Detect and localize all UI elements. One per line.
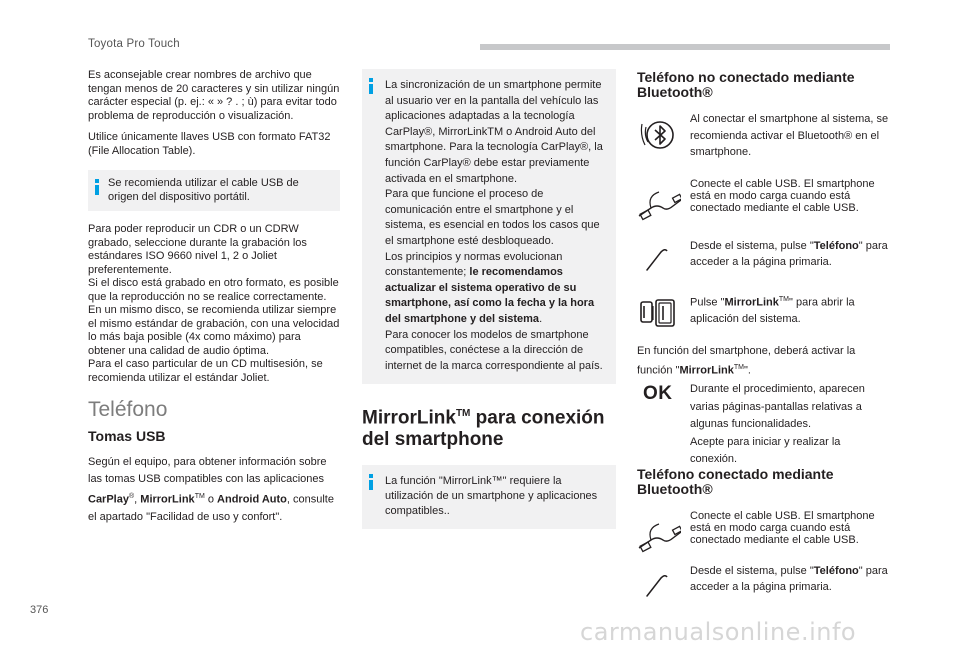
header-title: Toyota Pro Touch	[88, 38, 180, 50]
section-title-telefono: Teléfono	[88, 398, 168, 421]
header-bar	[480, 44, 890, 50]
note-smartphone-sync-text: La sincronización de un smartphone permite al usuario ver en la pantalla del vehículo las aplicaciones adaptadas a la tecnología CarPlay®, MirrorLinkTM o Android Auto del smartphone. Para la tecnología CarPlay®, la función CarPlay® debe estar previamente activada en el smartphone. Para que funcione el proceso de comunicación entre el smartphone y el sistema, es esencial en todos los casos que el smartphone esté desbloqueado. Los principios y normas evolucionan constantemente; le recomendamos actualizar el sistema operativo de su smartphone, así como la fecha y la hora del smartphone y del sistema. Para conocer los modelos de smartphone compatibles, conéctese a la dirección de internet de la marca correspondiente al país.	[385, 79, 603, 372]
note-marker-icon	[95, 179, 99, 195]
step-connect-usb-2-text: Conecte el cable USB. El smartphone está en modo carga cuando está conectado mediante el cable USB.	[690, 510, 875, 546]
heading-phone-not-connected: Teléfono no conectado mediante Bluetooth®	[637, 69, 855, 100]
ok-icon: OK	[643, 383, 673, 404]
usb-cable-icon	[637, 184, 681, 228]
usb-cable-icon	[637, 516, 681, 560]
paragraph-cdr: Para poder reproducir un CDR o un CDRW grabado, seleccione durante la grabación los estándares ISO 9660 nivel 1, 2 o Joliet preferentemente. Si el disco está grabado en otro formato, es posible que la reproducción no se realice correctamente. En un mismo disco, se recomienda utilizar siempre el mismo estándar de grabación, con una velocidad lo más baja posible (4x como máximo) para obtener una calidad de audio óptima. Para el caso particular de un CD multisesión, se recomienda utilizar el estándar Joliet.	[88, 223, 340, 384]
heading-phone-connected: Teléfono conectado mediante Bluetooth®	[637, 466, 834, 497]
paragraph-filenames: Es aconsejable crear nombres de archivo que tengan menos de 20 caracteres y sin utilizar ningún carácter especial (p. ej.: « » ? . ; ù) para evitar todo problema de reproducción o visualización.	[88, 69, 340, 122]
column-3	[637, 70, 892, 610]
note-usb-cable-text: Se recomienda utilizar el cable USB de origen del dispositivo portátil.	[108, 177, 299, 203]
column-2	[362, 69, 616, 529]
smartphone-screen-icon	[637, 292, 681, 336]
note-marker-icon	[369, 78, 373, 94]
touch-finger-icon	[637, 238, 681, 282]
step-accept-connection-text: Durante el procedimiento, aparecen varias páginas-pantallas relativas a algunas funcionalidades. Acepte para iniciar y realizar la conexión.	[690, 383, 865, 465]
step-open-mirrorlink-text: Pulse "MirrorLink™" para abrir la aplicación del sistema.	[690, 296, 855, 325]
paragraph-fat32: Utilice únicamente llaves USB con formato FAT32 (File Allocation Table).	[88, 131, 331, 157]
page-number: 376	[30, 604, 49, 616]
subtitle-tomas-usb: Tomas USB	[88, 427, 166, 444]
step-press-telefono-text: Desde el sistema, pulse "Teléfono" para acceder a la página primaria.	[690, 240, 888, 268]
watermark: carmanualsonline.info	[580, 618, 857, 646]
note-smartphone-sync	[362, 69, 616, 384]
column-1	[88, 69, 340, 534]
paragraph-usb-apps: Según el equipo, para obtener información sobre las tomas USB compatibles con las aplicaciones CarPlay®, MirrorLink™ o Android Auto, consulte el apartado "Facilidad de uso y confort".	[88, 456, 334, 523]
bluetooth-icon	[637, 112, 681, 156]
step-connect-usb-text: Conecte el cable USB. El smartphone está en modo carga cuando está conectado mediante el cable USB.	[690, 178, 875, 214]
note-mirrorlink-text: La función "MirrorLink™" requiere la utilización de un smartphone y aplicaciones compatibles..	[385, 474, 598, 517]
step-activate-bluetooth-text: Al conectar el smartphone al sistema, se recomienda activar el Bluetooth® en el smartphone.	[690, 113, 889, 158]
step-press-telefono-2-text: Desde el sistema, pulse "Teléfono" para acceder a la página primaria.	[690, 565, 888, 593]
touch-finger-icon	[637, 564, 681, 608]
heading-mirrorlink: MirrorLink™ para conexión del smartphone	[362, 407, 605, 450]
paragraph-activate-mirrorlink: En función del smartphone, deberá activar la función "MirrorLink™".	[637, 345, 856, 377]
note-mirrorlink-requirement	[362, 465, 616, 529]
note-marker-icon	[369, 474, 373, 490]
note-usb-cable	[88, 170, 340, 211]
